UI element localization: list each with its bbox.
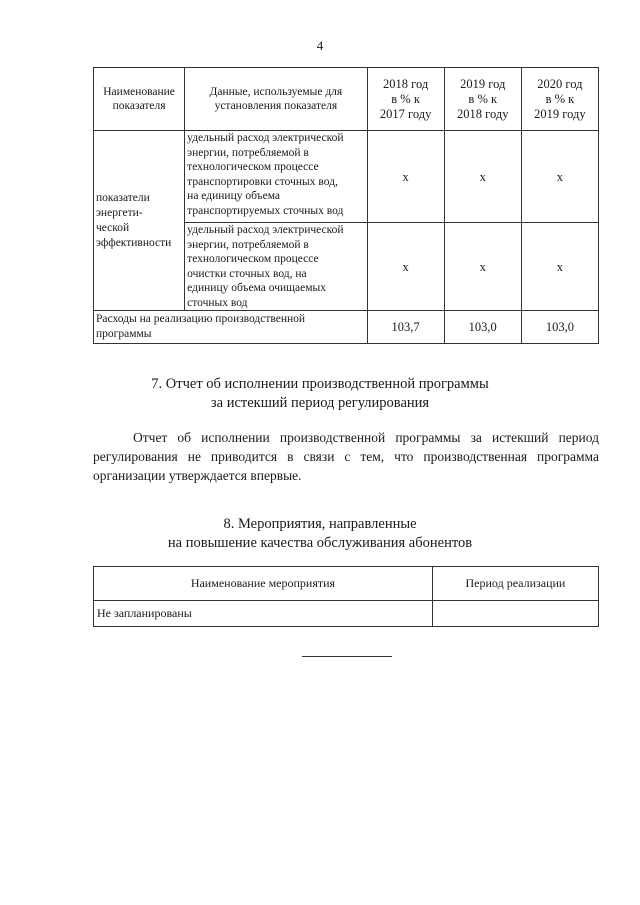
- section-7-title: 7. Отчет об исполнении производственной программы за истекший период регулирования: [151, 376, 489, 411]
- header-2019: 2019 год в % к 2018 году: [444, 68, 521, 131]
- cell-2018: х: [367, 131, 444, 223]
- total-label: Расходы на реализацию производственной программы: [94, 311, 368, 344]
- row-data-treatment: удельный расход электрической энергии, потребляемой в технологическом процессе очистки сточных вод, на единицу объема очищаемых сточных вод: [185, 223, 367, 311]
- end-divider: [302, 656, 392, 657]
- header-indicator: Наименование показателя: [94, 68, 185, 131]
- measures-table: [93, 566, 599, 627]
- cell-2019: х: [444, 223, 521, 311]
- table-row: [94, 131, 599, 223]
- cell-2019: х: [444, 131, 521, 223]
- table-header-row: [94, 68, 599, 131]
- section-7-paragraph: Отчет об исполнении производственной программы за истекший период регулирования не приводится в связи с тем, что производственная программа организации утверждается впервые.: [93, 430, 599, 483]
- total-2019: 103,0: [444, 311, 521, 344]
- table-header-row: [94, 567, 599, 601]
- page-number: 4: [316, 38, 324, 53]
- total-2018: 103,7: [367, 311, 444, 344]
- cell-2020: х: [521, 131, 598, 223]
- cell-2018: х: [367, 223, 444, 311]
- table-row: [94, 601, 599, 627]
- header-measure-name: Наименование мероприятия: [94, 567, 433, 601]
- total-2020: 103,0: [521, 311, 598, 344]
- header-data-used: Данные, используемые для установления показателя: [185, 68, 367, 131]
- header-2018: 2018 год в % к 2017 году: [367, 68, 444, 131]
- indicators-table: [93, 67, 599, 344]
- header-period: Период реализации: [432, 567, 598, 601]
- table-row-total: [94, 311, 599, 344]
- header-2020: 2020 год в % к 2019 году: [521, 68, 598, 131]
- section-8-title: 8. Мероприятия, направленные на повышение качества обслуживания абонентов: [167, 516, 473, 551]
- measure-name: Не запланированы: [94, 601, 433, 627]
- cell-2020: х: [521, 223, 598, 311]
- group-label-energy-efficiency: показатели энергети- ческой эффективности: [94, 131, 185, 311]
- row-data-transport: удельный расход электрической энергии, потребляемой в технологическом процессе транспортировки сточных вод, на единицу объема транспортируемых сточных вод: [185, 131, 367, 223]
- measure-period: [432, 601, 598, 627]
